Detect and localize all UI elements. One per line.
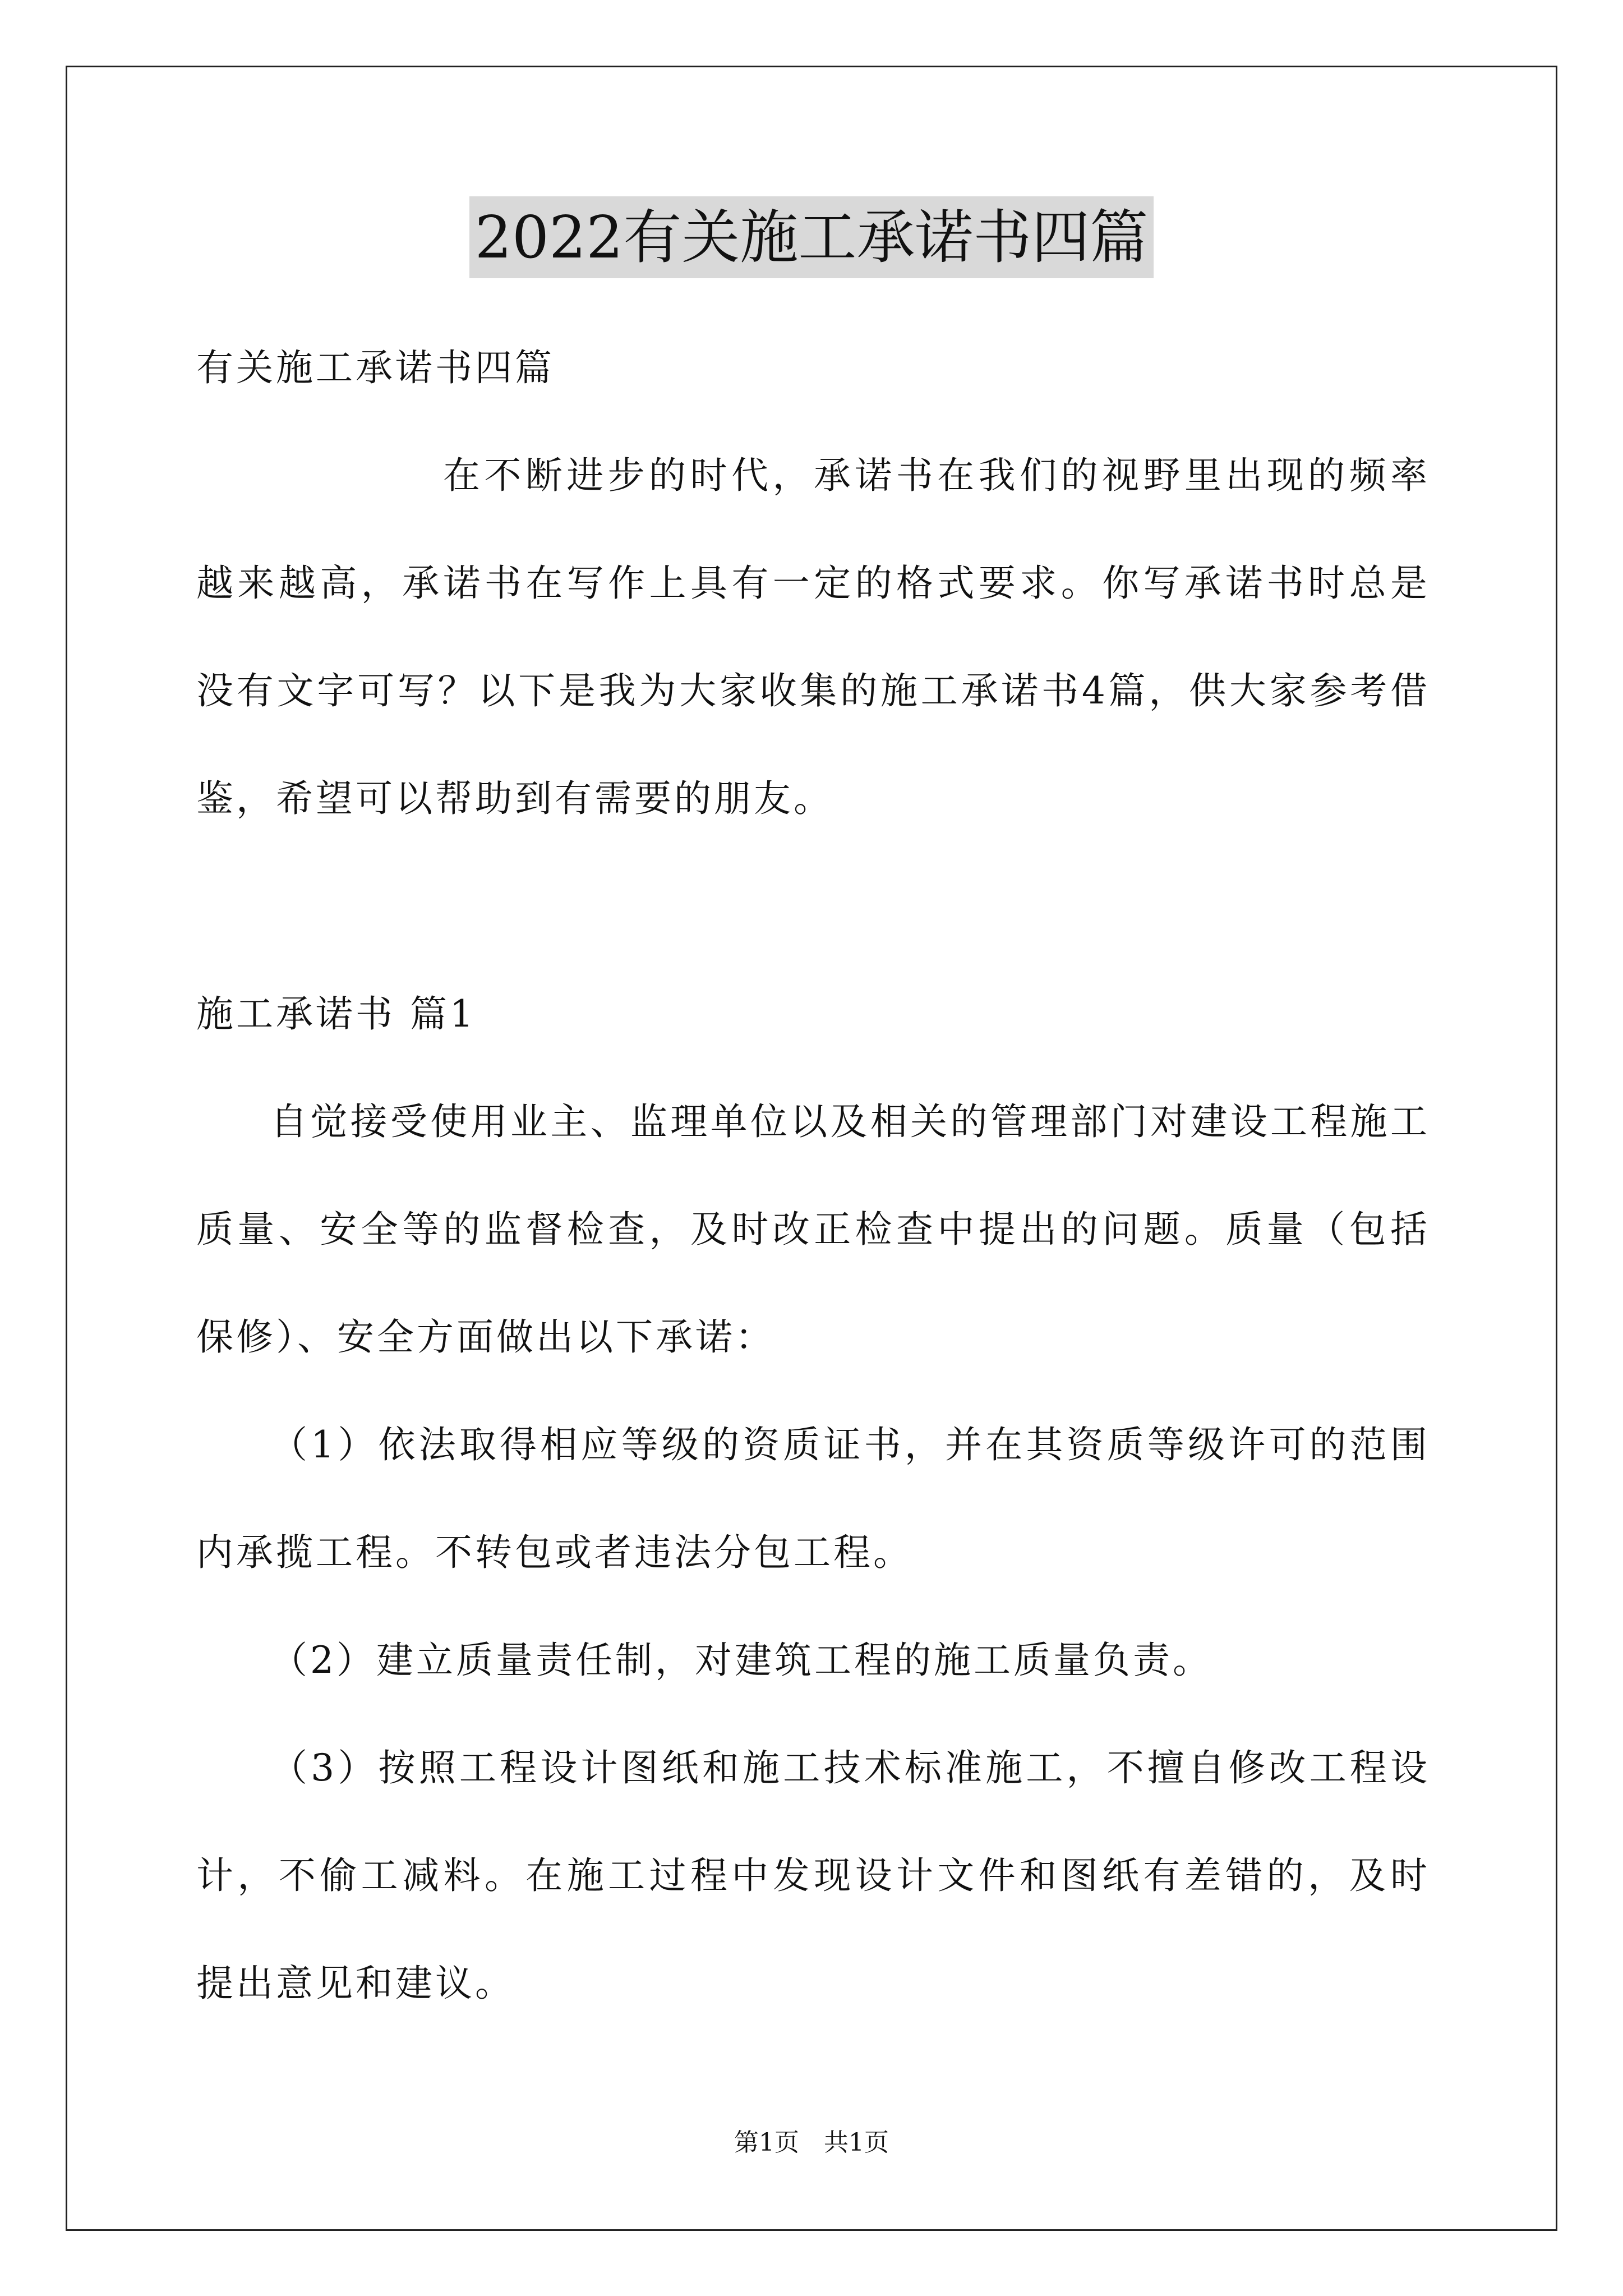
body-paragraph: 自觉接受使用业主、监理单位以及相关的管理部门对建设工程施工质量、安全等的监督检查，及时改正检查中提出的问题。质量（包括保修）、安全方面做出以下承诺： xyxy=(196,1100,1430,1359)
body-paragraph: （3）按照工程设计图纸和施工技术标准施工，不擅自修改工程设计，不偷工减料。在施工过程中发现设计文件和图纸有差错的，及时提出意见和建议。 xyxy=(196,1746,1430,2005)
intro-paragraph: 在不断进步的时代，承诺书在我们的视野里出现的频率越来越高，承诺书在写作上具有一定的格式要求。你写承诺书时总是没有文字可写？以下是我为大家收集的施工承诺书4篇，供大家参考借鉴，希望可以帮助到有需要的朋友。 xyxy=(196,454,1430,820)
section-heading: 施工承诺书 篇1 xyxy=(196,992,476,1036)
title-container xyxy=(0,196,1623,278)
page-footer: 第1页 共1页 xyxy=(734,2128,889,2157)
paragraph-gap xyxy=(196,853,1430,960)
document-title: 2022有关施工承诺书四篇 xyxy=(469,196,1154,278)
document-body xyxy=(196,314,1430,2037)
document-subtitle: 有关施工承诺书四篇 xyxy=(196,346,555,389)
body-paragraph: （2）建立质量责任制，对建筑工程的施工质量负责。 xyxy=(270,1639,1212,1682)
body-paragraph: （1）依法取得相应等级的资质证书，并在其资质等级许可的范围内承揽工程。不转包或者违法分包工程。 xyxy=(196,1423,1430,1574)
